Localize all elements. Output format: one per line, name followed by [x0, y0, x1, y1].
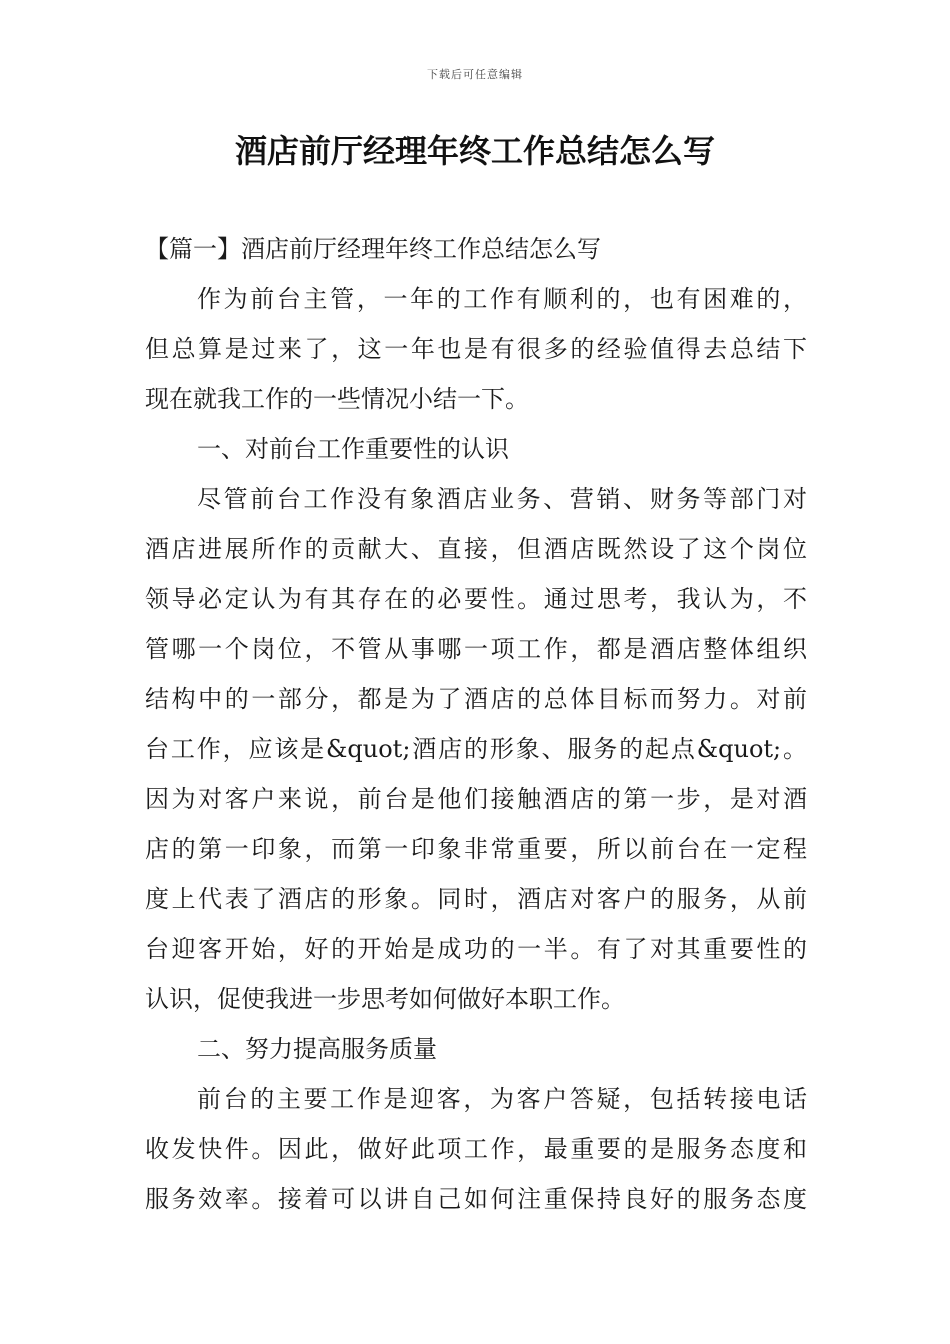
text-line: 因为对客户来说，前台是他们接触酒店的第一步，是对酒 [145, 785, 807, 813]
text-line: 作为前台主管，一年的工作有顺利的，也有困难的， [197, 285, 807, 313]
text-line: 台工作，应该是&quot;酒店的形象、服务的起点&quot;。 [145, 735, 807, 763]
text-line: 度上代表了酒店的形象。同时，酒店对客户的服务，从前 [145, 885, 807, 913]
document-title: 酒店前厅经理年终工作总结怎么写 [234, 132, 715, 170]
text-line: 前台的主要工作是迎客，为客户答疑，包括转接电话 [197, 1085, 807, 1113]
document-body [145, 224, 807, 1224]
text-line: 二、努力提高服务质量 [197, 1035, 437, 1063]
text-line: 台迎客开始，好的开始是成功的一半。有了对其重要性的 [145, 935, 807, 963]
text-line: 领导必定认为有其存在的必要性。通过思考，我认为，不 [145, 585, 807, 613]
text-line: 但总算是过来了，这一年也是有很多的经验值得去总结下 [145, 335, 807, 363]
text-line: 一、对前台工作重要性的认识 [197, 435, 509, 463]
text-line: 尽管前台工作没有象酒店业务、营销、财务等部门对 [197, 485, 807, 513]
text-line: 认识，促使我进一步思考如何做好本职工作。 [145, 985, 625, 1013]
header-note: 下载后可任意编辑 [427, 68, 523, 81]
text-line: 结构中的一部分，都是为了酒店的总体目标而努力。对前 [145, 685, 807, 713]
text-line: 收发快件。因此，做好此项工作，最重要的是服务态度和 [145, 1135, 807, 1163]
text-line: 现在就我工作的一些情况小结一下。 [145, 385, 529, 413]
text-line: 【篇一】酒店前厅经理年终工作总结怎么写 [145, 235, 601, 263]
text-line: 店的第一印象，而第一印象非常重要，所以前台在一定程 [145, 835, 807, 863]
text-line: 管哪一个岗位，不管从事哪一项工作，都是酒店整体组织 [145, 635, 807, 663]
text-line: 酒店进展所作的贡献大、直接，但酒店既然设了这个岗位 [145, 535, 807, 563]
text-line: 服务效率。接着可以讲自己如何注重保持良好的服务态度 [145, 1185, 807, 1213]
